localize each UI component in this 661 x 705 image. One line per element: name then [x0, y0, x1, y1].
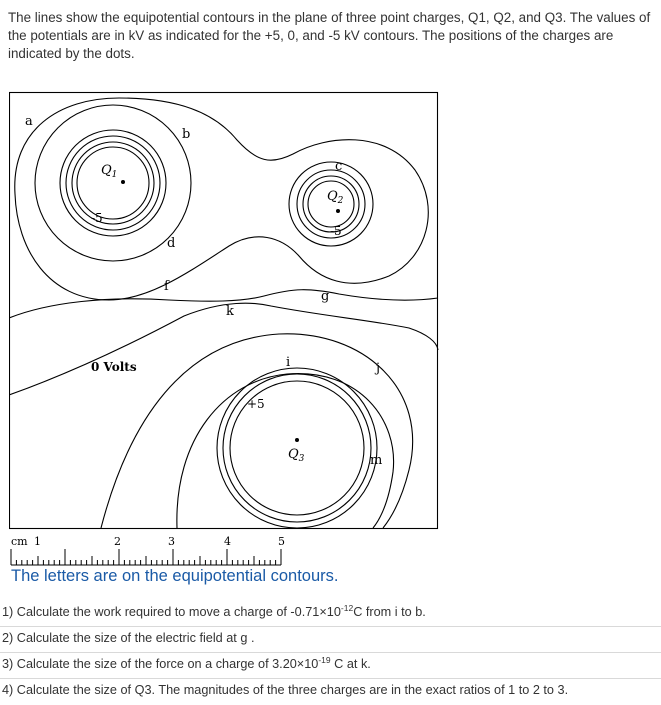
- divider: [0, 678, 661, 679]
- label-k: k: [226, 304, 234, 319]
- label-c: c: [335, 159, 343, 174]
- q2-label: $Q_2$: [327, 189, 344, 206]
- q1-contour: [66, 136, 160, 230]
- divider: [0, 652, 661, 653]
- q2-dot: [336, 209, 340, 213]
- ruler-tick-label: 1: [34, 535, 41, 548]
- minus5-label-right: -5: [330, 224, 342, 238]
- positive-contour: [177, 374, 394, 528]
- question-3: 3) Calculate the size of the force on a charge of $3.20\times 10^{-19}$ C at k.: [2, 654, 371, 671]
- divider: [0, 626, 661, 627]
- ruler-tick-label: 2: [114, 535, 121, 548]
- ruler-graphic: [9, 534, 309, 568]
- ruler-tick-label: 4: [224, 535, 231, 548]
- q1-label: $Q_1$: [101, 163, 118, 180]
- q1-dot: [121, 180, 125, 184]
- question-1: 1) Calculate the work required to move a charge of $-0.71\times 10^{-12}C$ from i to b.: [2, 602, 426, 619]
- label-j: j: [376, 361, 381, 376]
- positive-contour: [101, 334, 413, 528]
- ruler-tick-label: 5: [278, 535, 285, 548]
- zero-contour: [9, 290, 438, 318]
- q1-contour: [72, 142, 154, 224]
- label-g: g: [321, 289, 330, 304]
- q3-label: $Q_3$: [288, 447, 305, 464]
- ruler-tick-label: 3: [168, 535, 175, 548]
- ruler-unit: cm: [11, 535, 28, 548]
- contour-plot: [9, 90, 439, 530]
- label-i: i: [286, 355, 291, 370]
- question-4: 4) Calculate the size of Q3. The magnitudes of the three charges are in the exact ratios of 1 to 2 to 3.: [2, 683, 569, 697]
- zero-volts-label: 0 Volts: [91, 360, 137, 374]
- equipotential-figure: [9, 90, 439, 530]
- label-a: a: [25, 114, 33, 129]
- label-m: m: [370, 453, 383, 468]
- positive-contour-outer: [9, 303, 438, 395]
- q2-contour-minus5: [308, 181, 354, 227]
- q1-contour-minus5: [77, 147, 149, 219]
- contour-note: The letters are on the equipotential contours.: [11, 567, 339, 585]
- ruler-ticks: [11, 549, 281, 565]
- label-b: b: [182, 127, 191, 142]
- intro-text: The lines show the equipotential contours in the plane of three point charges, Q1, Q2, and Q3. The values of the potentials are in kV as indicated for the +5, 0, and -5 kV contours. The positions of the charges are indicated by the dots.: [8, 10, 651, 61]
- label-d: d: [167, 236, 176, 251]
- minus5-label-left: -5: [91, 211, 103, 225]
- plus5-label: +5: [247, 397, 265, 411]
- q3-dot: [295, 438, 299, 442]
- question-2: 2) Calculate the size of the electric field at g .: [2, 631, 255, 645]
- outer-negative-contour: [15, 98, 429, 300]
- q1-contour: [60, 130, 166, 236]
- label-f: f: [164, 279, 169, 294]
